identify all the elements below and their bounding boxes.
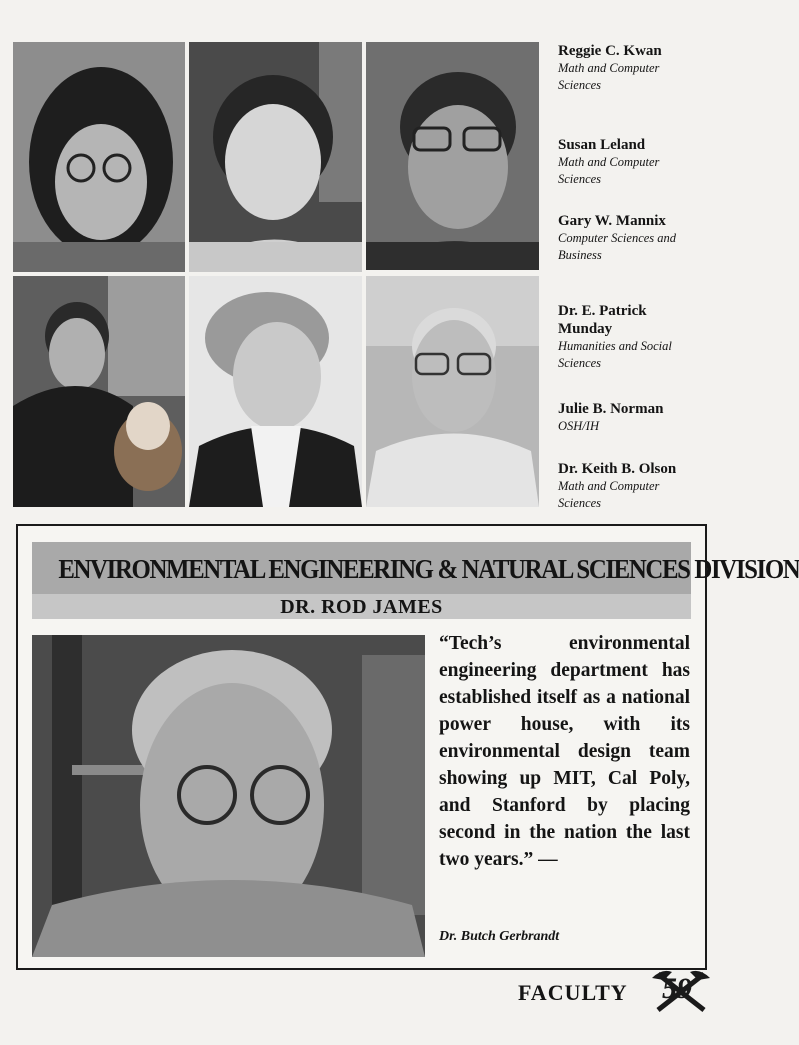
faculty-name: Susan Leland (558, 137, 646, 153)
portrait-olson-image (366, 276, 539, 507)
portrait-olson (366, 276, 539, 507)
portrait-kwan (13, 42, 185, 272)
faculty-name: Julie B. Norman (558, 401, 664, 417)
faculty-dept: Computer Sciences and Business (558, 231, 677, 262)
portrait-rod-james-image (32, 635, 425, 957)
portrait-mannix-image (366, 42, 539, 270)
portrait-leland (189, 42, 362, 272)
division-banner (32, 542, 799, 594)
faculty-name: Dr. E. Patrick Munday (558, 303, 647, 337)
quote-attribution: Dr. Butch Gerbrandt (439, 929, 560, 944)
faculty-entry (558, 460, 768, 512)
division-head-banner (32, 594, 691, 619)
faculty-dept: Math and Computer Sciences (558, 155, 660, 186)
faculty-name: Reggie C. Kwan (558, 43, 662, 59)
portrait-mannix (366, 42, 539, 270)
page-number-badge (650, 968, 712, 1014)
section-label: FACULTY (518, 980, 628, 1005)
portrait-leland-image (189, 42, 362, 272)
portrait-norman-image (189, 276, 362, 507)
portrait-norman (189, 276, 362, 507)
faculty-entry (558, 400, 768, 435)
faculty-dept: Humanities and Social Sciences (558, 339, 672, 370)
division-title: ENVIRONMENTAL ENGINEERING & NATURAL SCIENCES DIVISION (58, 554, 799, 584)
feature-quote: “Tech’s environmental engineering department has established itself as a national power house, with its environmental design team showing up MIT, Cal Poly, and Stanford by placing second in the nation the last two years.” — (439, 633, 690, 870)
faculty-entry (558, 212, 768, 264)
portrait-rod-james (32, 635, 425, 957)
faculty-entry (558, 302, 768, 372)
faculty-name: Gary W. Mannix (558, 213, 666, 229)
faculty-dept: OSH/IH (558, 419, 599, 433)
faculty-dept: Math and Computer Sciences (558, 479, 660, 510)
portrait-kwan-image (13, 42, 185, 272)
faculty-entry (558, 136, 768, 188)
portrait-munday (13, 276, 185, 507)
faculty-dept: Math and Computer Sciences (558, 61, 660, 92)
division-head-name: DR. ROD JAMES (280, 596, 443, 618)
division-feature-box (16, 524, 799, 970)
page-number: 59 (662, 972, 692, 1005)
portrait-munday-image (13, 276, 185, 507)
faculty-name: Dr. Keith B. Olson (558, 461, 677, 477)
faculty-entry (558, 42, 768, 94)
